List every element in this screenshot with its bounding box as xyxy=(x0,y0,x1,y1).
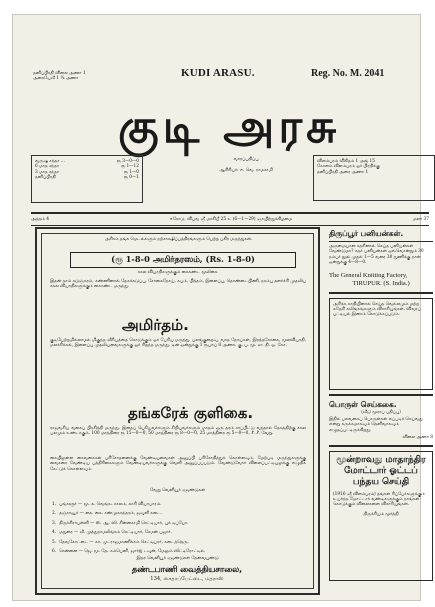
subscription-label: தனிப்பிரதி xyxy=(35,175,56,181)
section-text: இதில் பலவகைப் பொருள்கள் எப்படிச் செய்வது என்று சுருக்கமாகவும் தெளிவாகவும் எழுதப்பட்டிருக்கிறது. xyxy=(329,417,423,433)
issue-number: மலர் 37 xyxy=(412,217,429,222)
ad-subheading: சகல வியாதிகளுக்கும் கைகண்ட மூலிகை xyxy=(137,270,218,275)
ad-heading: அரிசம் தங்க மெடல்களும் நற்சாக்ஷிப்பத்திரங்களும் பெற்ற பகிர மருந்துகள். xyxy=(104,237,253,242)
medicine-advertisement xyxy=(35,227,320,595)
agent-number: 2. xyxy=(52,511,57,517)
subscription-line xyxy=(35,175,139,180)
subscription-box xyxy=(31,155,143,203)
motor-race-title: மூன்றாவது மாதாந்திர மோட்டார் ஓட்டப் பந்தய செய்தி xyxy=(336,454,426,487)
issue-volume: அத்தம் 4 xyxy=(31,217,49,222)
agent-item xyxy=(52,549,302,554)
editor-info xyxy=(201,157,291,174)
subscription-value: ரூ 1—12 xyxy=(121,164,139,170)
agent-text: திருச்சிராபள்ளி — ஸ். ஆ. ஸி. சின்னசாமி செட்டியார், புக் டிப்போ. xyxy=(59,520,189,526)
gulikai-heading: தங்கரேக் குளிகை. xyxy=(128,404,254,422)
agent-number: 1. xyxy=(52,502,57,507)
ad-signature xyxy=(102,564,272,583)
motor-race-text: (1916 ஞீ விளம்பரம்) தங்கள் ரிப்பேர்களுக்கும் உயர்ந்த மோட்டார் வண்டிகளுக்கும் நாங்கள் கொடுக்கும் விலைகளை விசாரியுங்கள். xyxy=(333,491,425,508)
ad-inner-border xyxy=(41,233,314,589)
subscription-label: வருஷ சந்தா ... xyxy=(35,159,65,164)
agent-text: தேவகோட்டை — கா. மு. ராஜமாணிக்கம் செட்டியார், கடைத்தெரு. xyxy=(59,539,189,545)
agent-text: சென்னை — ஜெ. மூ. தே. கம்பெனி, ஜார்ஜ் டவுன், மேலும் ஸிட்டிரோட்டில். xyxy=(59,549,206,555)
section-rule xyxy=(329,445,433,447)
ad-paragraph: கையிலுள்ள கைவகைகள் பரிசோதனைக்கு வேண்டியவைகள் அனுப்பி பரிசோதித்துக் கொள்ளவும். மேற்படி மருந்துகளுக்கு வைகரை வேண்டிய பத்திரிகைகளும் வேண்டியவர்களுக்கு வெளி அனுப்பப்படும். வேண்டுவோர் விலைப்பட்டியலுக்கு எழுதிக் கேட்டுக் கொள்ளவும். xyxy=(50,456,306,472)
signature-name: தண்டபாணி வைத்தியசாலை, xyxy=(131,564,243,574)
rate-line: விளம்பரம் விகிதம் 1 அங் 15 xyxy=(317,159,375,164)
brand-name: KUDI ARASU. xyxy=(181,67,255,79)
section-rule xyxy=(329,292,433,294)
agent-number: 5. xyxy=(52,539,57,545)
section-rule xyxy=(329,394,433,396)
agent-number: 6. xyxy=(52,549,57,555)
khadi-ad-box: அரிக்க காதியினால் செய்த வெல்லமும் மற்ற சுதேசி கலிங்கங்களும் விசாரியுங்கள். விவரப் பட்டியல் இனாம் கொடுக்கப்படும். xyxy=(329,298,433,390)
ad-paragraph: ராஜவசிய வகைப் பிரசித்தி மருந்து. இதைப் பெரியவர்களும் சிறியவர்களும் மாதம் ஒரு தரம் சாப்பிட்டு வந்தால் தேகத்திற்கு சகல பலமும் உண்டாகும். 100 மாத்திரை ரூ 15—0—0, 50 மாத்திரை ரூ 8—0—0, 25 மாத்திரை ரூ 5—0—0, சீ. சீ. வேறு. xyxy=(50,426,306,437)
agent-text: பங்களூர் — மூ. சு. வெங்கடாசலம், காசி வியாபாரம். xyxy=(59,502,162,507)
price-note-line: அரையேவீ 1 ¼ அணா xyxy=(33,76,79,82)
advertising-rates-box xyxy=(313,155,435,201)
agent-item xyxy=(52,540,302,545)
newspaper-page xyxy=(12,14,433,601)
ad-paragraph: குடியேற்றமில்லாமல் மிகுந்த வீரியத்தை கொடுக்கும் ஓர் பேரிய மருந்து. பலங்குறைவு, வாத நோய்கள், இரத்தசோகை, மூலவியாதி, மலச்சிக்கல், இளைப்பு முதலியவைகளுக்கு ஓர் சிறந்த மருந்து. டின் ஒன்றுக்கு 1 ரூபாய் 8 அணா. கு. ப. மூ. ஸ. தி. ஓ. கோ. xyxy=(50,338,306,349)
editor-name: ஆசிரியர்: ஈ. வெ. ராமசாமி xyxy=(219,168,273,174)
agent-item xyxy=(52,502,302,507)
agent-number: 3. xyxy=(52,520,57,526)
subscription-label: 6 மாத சந்தா xyxy=(35,164,60,170)
ad-footer-note: இதர வெளியூர் ஏஜண்டுகள் தேவையுண்டு xyxy=(136,556,219,561)
registration-number: Reg. No. M. 2041 xyxy=(311,68,385,79)
price-note xyxy=(33,71,143,82)
section-text: அருமையான கதரினால் செய்த பனியன்கள் வேண்டுமா? கதர் பனியன்கள் ஒவ்வொன்றும் 30 நம்பர் நூல் முதல் 1—5 வரை 30 துணிக்கு நாள் ஒன்றுக்கு 4—8—0. xyxy=(329,244,424,266)
agents-heading: வேறு வெளியூர் ஏஜண்டுகள் xyxy=(149,488,206,493)
masthead-rule xyxy=(31,212,429,214)
right-column xyxy=(329,229,433,581)
subscription-label: 3 மாத சந்தா xyxy=(35,169,60,175)
agents-list xyxy=(52,502,302,558)
subscription-value: ரூ 3—0—0 xyxy=(116,159,139,164)
section-title: திருப்பூர் பனியன்கள். xyxy=(329,229,404,238)
agent-number: 4. xyxy=(52,530,57,536)
agent-text: மதுரை — வீ. முத்துராமலிங்கம் செட்டியார், சேமன் பஜார். xyxy=(59,530,172,536)
section-rule xyxy=(329,241,433,242)
section-title: பொருள் செய்ககை. xyxy=(329,399,397,409)
agent-item xyxy=(52,530,302,535)
section-subtitle: (வீடு மூராப் பதிப்பு) xyxy=(361,409,401,415)
edition-type: வாரப்பதிப்பு xyxy=(233,157,259,162)
price-banner: (ரூ 1-8-0 அமிர்தரஸம், (Rs. 1-8-0) xyxy=(70,252,296,268)
ad-paragraph: இதன் தாம் கடுஞ்சுரம், கண்ணினால் தேகக்கடுப்பு, சோகைநோய், கபம், பித்தம், இளைப்பு, தொண்டைபிணி, நரம்பு தளர்ச்சி முதலிய சகல வியாதிகளுக்கும் கைகண்ட மருந்து. xyxy=(50,279,306,290)
agent-item xyxy=(52,521,302,526)
rate-line: கோளம் விளம்பரம் ஓர் பிரதிக்கு xyxy=(317,164,380,170)
agent-item xyxy=(52,511,302,516)
subscription-value: ரூ 0—1 xyxy=(123,175,139,181)
rate-line: தனிப்பிரதி அரை அணா 1 xyxy=(317,169,369,175)
amirtham-heading: அமிர்தம். xyxy=(122,316,189,334)
issue-rule xyxy=(31,225,429,226)
company-city: TIRUPUR. (S. India.) xyxy=(352,279,410,287)
issue-bar xyxy=(31,217,429,222)
signature-address: 134, சைதாப்பேட்டை, மதராஸ் xyxy=(150,576,224,582)
price-note-line: தனிப்பிரதி விலை அணா 1 xyxy=(33,71,86,76)
agent-text: தஞ்சாவூர் — கை. கை. சண்முகசுந்தரம், ஜவுளி கடை. xyxy=(59,511,162,517)
motor-race-box xyxy=(329,451,433,581)
section-price: விலை அணா 8 xyxy=(402,435,433,441)
motor-race-footer: திருச்சியம் மூர்த்தி xyxy=(363,511,399,517)
company-name: The General Knitting Factory, xyxy=(329,271,408,279)
newspaper-title: குடி அரசு xyxy=(118,99,341,153)
issue-date: ஈரோடு, விபவ ஞீ மாசியீ 25 உ (6—1—29) ஞாயிற்றுக்கிழமை xyxy=(169,217,292,222)
subscription-value: ரூ 1—0 xyxy=(123,169,139,175)
